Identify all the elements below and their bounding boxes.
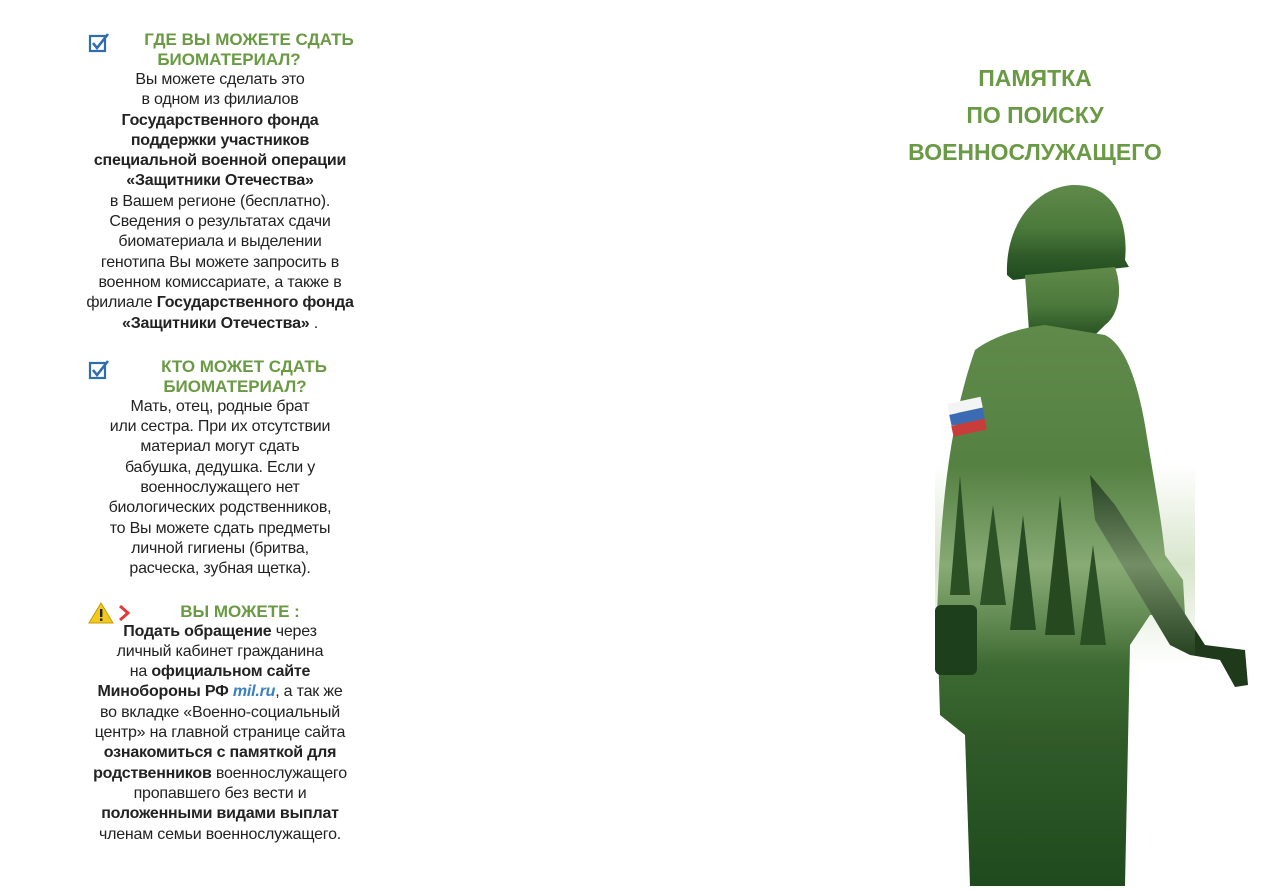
title-line: ВОЕННОСЛУЖАЩЕГО bbox=[908, 139, 1162, 165]
text-line: военном комиссариате, а также в bbox=[98, 273, 342, 291]
text-line: в Вашем регионе (бесплатно). bbox=[109, 192, 331, 210]
text-line: во вкладке «Военно-социальный bbox=[100, 703, 340, 721]
text-line: Мать, отец, родные брат bbox=[130, 397, 310, 415]
text-line: личный кабинет гражданина bbox=[116, 642, 324, 660]
text-line: биоматериала и выделении bbox=[118, 233, 322, 251]
section-heading bbox=[50, 357, 390, 397]
text-line: то Вы можете сдать предметы bbox=[109, 519, 331, 537]
section-who-donate bbox=[50, 357, 390, 580]
heading-line-1: ГДЕ ВЫ МОЖЕТЕ СДАТЬ bbox=[144, 30, 354, 49]
text-line: филиале Государственного фонда bbox=[86, 294, 354, 312]
text-line: Подать обращение через bbox=[123, 622, 317, 640]
warning-icon bbox=[88, 602, 114, 629]
text-line: бабушка, дедушка. Если у bbox=[124, 458, 316, 476]
soldier-silhouette-illustration bbox=[915, 175, 1265, 886]
text-line: биологических родственников, bbox=[108, 499, 332, 517]
text-line: поддержки участников bbox=[130, 131, 310, 149]
text-line: расческа, зубная щетка). bbox=[129, 560, 311, 578]
text-line: специальной военной операции bbox=[93, 152, 347, 170]
heading-line-1: КТО МОЖЕТ СДАТЬ bbox=[161, 356, 327, 376]
section-heading bbox=[50, 602, 390, 622]
text-line: генотипа Вы можете запросить в bbox=[100, 253, 340, 271]
text-line: ознакомиться с памяткой для bbox=[103, 744, 337, 762]
text-line: положенными видами выплат bbox=[101, 805, 339, 823]
text-line: личной гигиены (бритва, bbox=[131, 539, 309, 557]
text-line: центр» на главной странице сайта bbox=[94, 724, 346, 742]
chevron-right-icon bbox=[118, 604, 130, 627]
text-line: Минобороны РФ mil.ru, а так же bbox=[97, 683, 343, 701]
heading-line-2: БИОМАТЕРИАЛ? bbox=[163, 376, 307, 396]
mil-ru-link[interactable]: mil.ru bbox=[232, 683, 276, 701]
left-panel bbox=[50, 30, 390, 845]
title-line: ПО ПОИСКУ bbox=[966, 102, 1104, 128]
text-line: Сведения о результатах сдачи bbox=[109, 213, 331, 231]
section-body bbox=[50, 70, 390, 334]
section-you-can bbox=[50, 602, 390, 845]
heading-line-1: ВЫ МОЖЕТЕ : bbox=[180, 601, 300, 621]
text-line: «Защитники Отечества» bbox=[126, 172, 314, 190]
section-where-donate bbox=[50, 30, 390, 334]
text-line: в одном из филиалов bbox=[141, 91, 299, 109]
section-body bbox=[50, 622, 390, 845]
text-line: родственников военнослужащего bbox=[93, 764, 347, 782]
text-line: военнослужащего нет bbox=[140, 479, 300, 497]
checkbox-checked-icon bbox=[88, 32, 110, 59]
brochure-title bbox=[905, 60, 1165, 171]
text-line: или сестра. При их отсутствии bbox=[109, 418, 331, 436]
checkbox-checked-icon bbox=[88, 359, 110, 386]
text-line: Вы можете сделать это bbox=[135, 71, 305, 88]
text-line: «Защитники Отечества» . bbox=[122, 314, 318, 332]
text-line: Государственного фонда bbox=[121, 111, 319, 129]
text-line: членам семьи военнослужащего. bbox=[98, 825, 342, 843]
text-line: на официальном сайте bbox=[129, 663, 311, 681]
text-line: материал могут сдать bbox=[140, 438, 300, 456]
section-body bbox=[50, 397, 390, 580]
heading-line-2: БИОМАТЕРИАЛ? bbox=[157, 50, 301, 69]
section-heading bbox=[50, 30, 390, 70]
title-line: ПАМЯТКА bbox=[978, 65, 1092, 91]
text-line: пропавшего без вести и bbox=[133, 784, 307, 802]
